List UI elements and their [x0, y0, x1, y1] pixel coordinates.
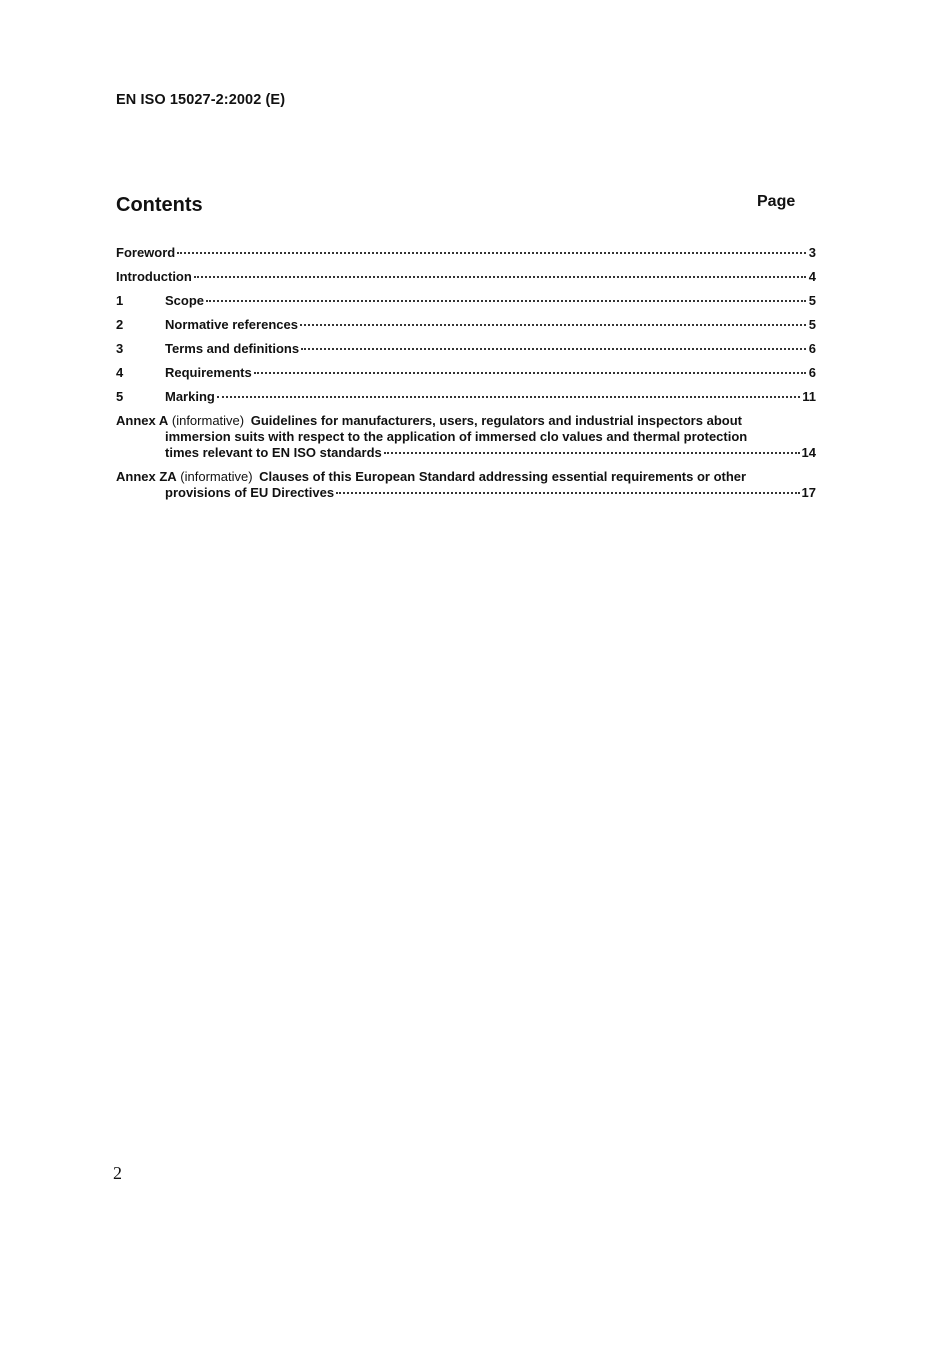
toc-entry-normative-references[interactable] — [116, 313, 816, 337]
annex-prefix: Annex A — [116, 413, 169, 428]
annex-title-line: provisions of EU Directives — [165, 485, 335, 500]
leader-dots — [384, 452, 800, 454]
toc-entry-marking[interactable] — [116, 385, 816, 409]
toc-entry-page: 5 — [808, 317, 816, 332]
toc-entry-label: Scope — [165, 293, 205, 308]
annex-prefix: Annex ZA — [116, 469, 177, 484]
toc-entry-terms-and-definitions[interactable] — [116, 337, 816, 361]
toc-entry-annex-za[interactable] — [116, 469, 816, 501]
leader-dots — [300, 324, 806, 326]
annex-title-line: times relevant to EN ISO standards — [165, 445, 382, 460]
annex-type: (informative) — [180, 469, 253, 484]
table-of-contents — [116, 241, 816, 501]
toc-entry-number: 4 — [116, 365, 124, 380]
toc-entry-foreword[interactable] — [116, 241, 816, 265]
document-identifier: EN ISO 15027-2:2002 (E) — [116, 92, 286, 108]
leader-dots — [217, 396, 800, 398]
leader-dots — [301, 348, 806, 350]
toc-entry-page: 6 — [808, 341, 816, 356]
toc-entry-label: Marking — [165, 389, 215, 404]
toc-entry-scope[interactable] — [116, 289, 816, 313]
toc-entry-number: 3 — [116, 341, 124, 356]
toc-entry-page: 5 — [808, 293, 816, 308]
leader-dots — [254, 372, 806, 374]
toc-entry-page: 4 — [808, 269, 816, 284]
annex-title-line: immersion suits with respect to the application of immersed clo values and thermal protection — [165, 429, 748, 444]
toc-entry-label: Terms and definitions — [165, 341, 300, 356]
leader-dots — [177, 252, 806, 254]
toc-entry-page: 11 — [802, 389, 816, 404]
toc-entry-page: 3 — [808, 245, 816, 260]
toc-entry-page: 6 — [808, 365, 816, 380]
toc-entry-annex-a[interactable] — [116, 413, 816, 461]
toc-entry-number: 2 — [116, 317, 124, 332]
leader-dots — [206, 300, 806, 302]
annex-title-line: Clauses of this European Standard addressing essential requirements or other — [259, 469, 747, 484]
toc-entry-label: Normative references — [165, 317, 298, 332]
annex-title-line: Guidelines for manufacturers, users, regulators and industrial inspectors about — [250, 413, 742, 428]
toc-entry-label: Requirements — [165, 365, 252, 380]
toc-entry-label: Introduction — [116, 269, 192, 284]
leader-dots — [336, 492, 799, 494]
leader-dots — [194, 276, 806, 278]
page-column-heading: Page — [757, 193, 796, 210]
toc-entry-page: 17 — [801, 485, 816, 500]
page-number: 2 — [113, 1163, 122, 1183]
toc-entry-introduction[interactable] — [116, 265, 816, 289]
annex-type: (informative) — [171, 413, 245, 428]
toc-entry-page: 14 — [801, 445, 816, 460]
toc-entry-number: 5 — [116, 389, 124, 404]
contents-title: Contents — [116, 194, 203, 216]
toc-entry-requirements[interactable] — [116, 361, 816, 385]
toc-entry-label: Foreword — [116, 245, 176, 260]
toc-entry-number: 1 — [116, 293, 124, 308]
